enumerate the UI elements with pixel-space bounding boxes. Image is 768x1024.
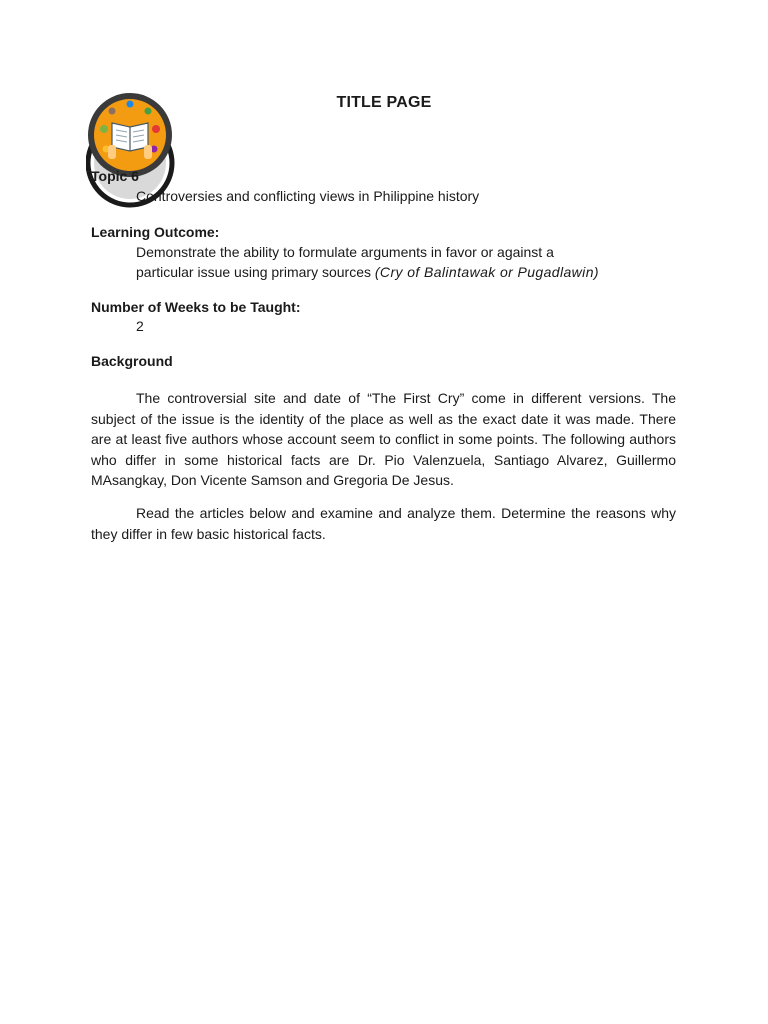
weeks-value: 2 bbox=[136, 318, 144, 334]
topic-label: Topic 6 bbox=[91, 168, 139, 184]
learning-outcome-line2: particular issue using primary sources (Cry of Balintawak or Pugadlawin) bbox=[136, 264, 599, 280]
weeks-label: Number of Weeks to be Taught: bbox=[91, 299, 301, 315]
learning-outcome-bullet-icon bbox=[114, 242, 136, 262]
topic-bullet-icon bbox=[114, 186, 136, 206]
topic-text: Controversies and conflicting views in Philippine history bbox=[136, 188, 480, 204]
page-title: TITLE PAGE bbox=[336, 94, 432, 111]
background-label: Background bbox=[91, 353, 173, 369]
background-paragraph-2: Read the articles below and examine and analyze them. Determine the reasons why they differ in few basic historical facts. bbox=[91, 505, 676, 542]
learning-outcome-sources: (Cry of Balintawak or Pugadlawin) bbox=[374, 264, 599, 280]
learning-outcome-label: Learning Outcome: bbox=[91, 224, 220, 240]
learning-outcome-line1: Demonstrate the ability to formulate arguments in favor or against a bbox=[136, 244, 554, 260]
background-paragraph-1: The controversial site and date of “The First Cry” come in different versions. The subject of the issue is the identity of the place as well as the exact date it was made. There are at least five authors whose account seem to conflict in some points. The following authors who differ in some historical facts are Dr. Pio Valenzuela, Santiago Alvarez, Guillermo MAsangkay, Don Vicente Samson and Gregoria De Jesus. bbox=[91, 390, 676, 488]
weeks-bullet-icon bbox=[114, 316, 136, 336]
